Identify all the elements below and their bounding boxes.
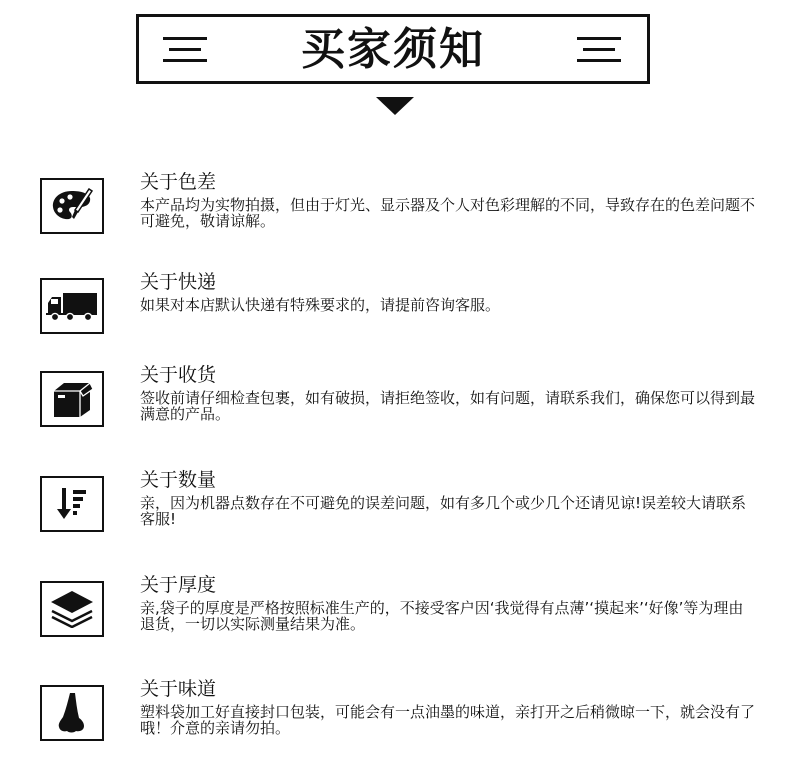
item-body: 如果对本店默认快递有特殊要求的，请提前咨询客服。 [140,296,501,314]
item-heading: 关于快递 [140,271,217,293]
package-icon [40,371,104,427]
item-body: 亲,袋子的厚度是严格按照标准生产的，不接受客户因‘我觉得有点薄’‘摸起来’‘好像’等为理由退货，一切以实际测量结果为准。 [140,599,744,633]
notice-thickness [40,573,760,653]
item-heading: 关于色差 [140,171,217,193]
notice-color-difference [40,170,760,250]
title-banner [136,14,650,84]
item-body: 签收前请仔细检查包裹，如有破损，请拒绝签收，如有问题，请联系我们，确保您可以得到最满意的产品。 [140,389,756,423]
sort-list-icon [40,476,104,532]
notice-smell [40,677,760,757]
truck-icon [40,278,104,334]
item-body: 本产品均为实物拍摄，但由于灯光、显示器及个人对色彩理解的不同，导致存在的色差问题不可避免，敬请谅解。 [140,196,756,230]
page-title: 买家须知 [301,24,485,75]
nose-icon [40,685,104,741]
layers-icon [40,581,104,637]
item-heading: 关于味道 [140,678,217,700]
down-arrow-icon [376,97,414,115]
notice-delivery [40,270,760,350]
item-heading: 关于数量 [140,469,217,491]
title-decoration-right [577,37,621,62]
item-heading: 关于厚度 [140,574,217,596]
item-heading: 关于收货 [140,364,217,386]
palette-icon [40,178,104,234]
item-body: 塑料袋加工好直接封口包装，可能会有一点油墨的味道，亲打开之后稍微晾一下，就会没有了哦！介意的亲请勿拍。 [140,703,756,737]
item-body: 亲，因为机器点数存在不可避免的误差问题，如有多几个或少几个还请见谅!误差较大请联系客服! [140,494,747,528]
notice-quantity [40,468,760,548]
notice-receiving [40,363,760,443]
